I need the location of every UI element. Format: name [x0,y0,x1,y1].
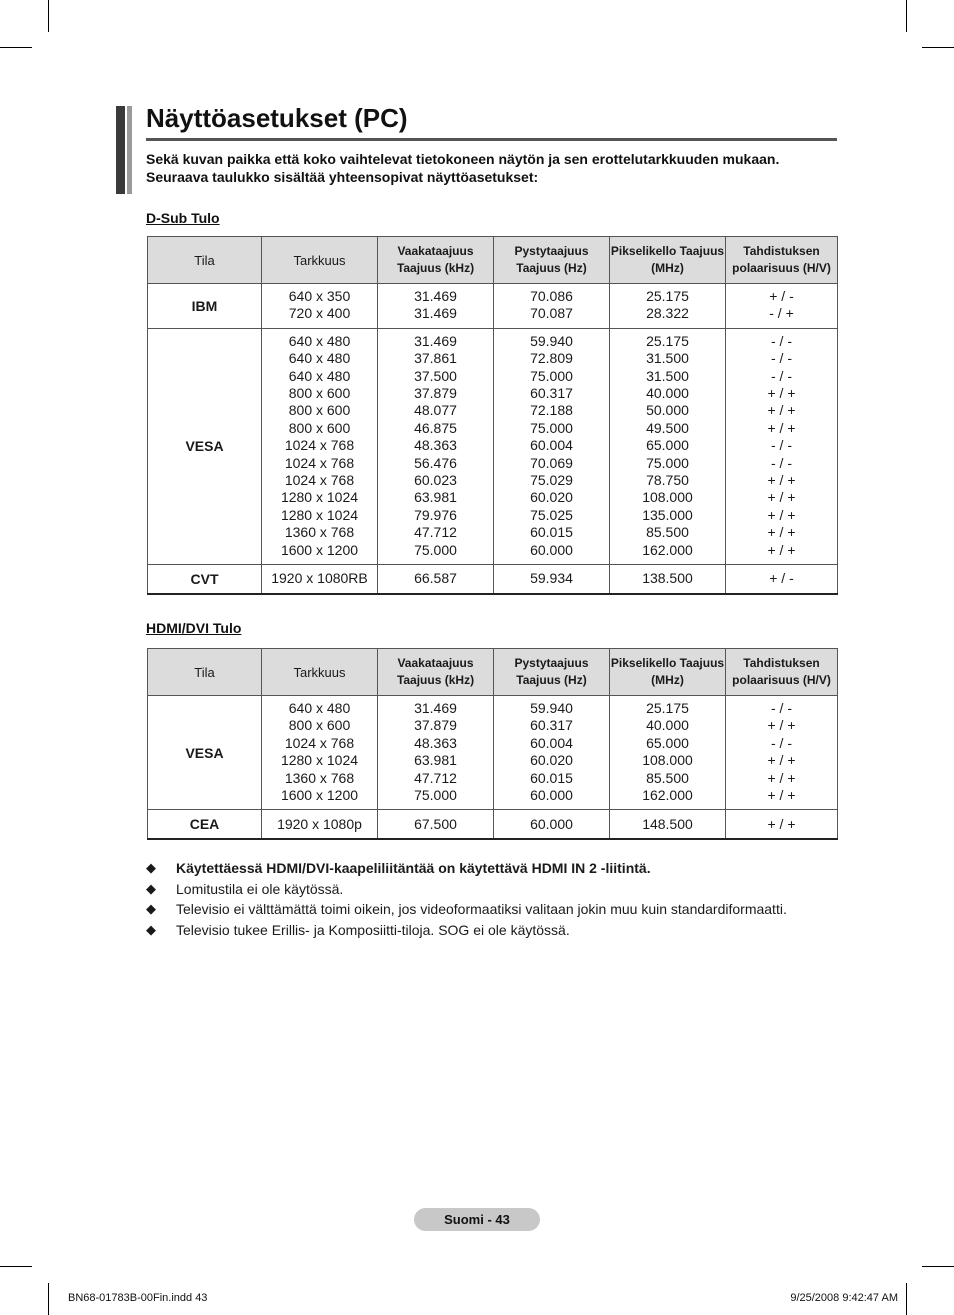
cell-value: 31.500 [646,350,689,367]
mode-cell: VESA [148,696,262,810]
cell-value: 1360 x 768 [284,524,355,541]
title-accent-bar-light [127,106,132,194]
cell-value: 48.077 [414,402,457,419]
cell-value: 37.879 [414,717,457,734]
cell-value: 48.363 [414,437,457,454]
cell-value: 47.712 [414,524,457,541]
polarity-cell [726,328,838,564]
cell-value: 65.000 [646,437,689,454]
table-header-row [148,649,838,696]
cell-value: + / + [767,419,796,436]
cell-value: 48.363 [414,734,457,751]
cell-value: - / - [771,367,792,384]
cell-value: 60.015 [530,524,573,541]
cell-value: + / - [769,570,794,587]
resolution-cell [262,696,378,810]
note-item: ◆ Lomitustila ei ole käytössä. [146,879,866,900]
cell-value: + / + [767,717,796,734]
cell-value: 640 x 480 [288,700,351,716]
h-freq-cell [378,810,494,840]
h-freq-cell [378,328,494,564]
cell-value: 75.029 [530,472,573,489]
cell-value: 50.000 [646,402,689,419]
cell-value: 65.000 [646,734,689,751]
cell-value: 49.500 [646,419,689,436]
cell-value: 640 x 350 [288,288,351,304]
table-row [148,284,838,329]
cell-value: 60.004 [530,734,573,751]
col-header-pikselikello: Pikselikello Taajuus (MHz) [610,237,726,284]
v-freq-cell [494,696,610,810]
col-header-tila: Tila [148,649,262,696]
cell-value: 70.069 [530,454,573,471]
hdmi-section-label: HDMI/DVI Tulo [146,620,242,636]
cell-value: 108.000 [642,489,693,506]
pixel-clock-cell [610,696,726,810]
cell-value: 63.981 [414,489,457,506]
cell-value: 138.500 [642,570,693,587]
cell-value: 60.015 [530,769,573,786]
resolution-cell [262,328,378,564]
resolution-cell [262,810,378,840]
cell-value: - / - [771,454,792,471]
cell-value: 162.000 [642,787,693,804]
cell-value: 40.000 [646,717,689,734]
cell-value: 162.000 [642,541,693,558]
cell-value: 67.500 [414,815,457,832]
diamond-bullet-icon: ◆ [146,880,156,896]
h-freq-cell [378,565,494,595]
table-row [148,810,838,840]
cell-value: + / + [767,489,796,506]
cell-value: 78.750 [646,472,689,489]
cell-value: 60.000 [530,541,573,558]
cell-value: 1360 x 768 [284,769,355,786]
cell-value: 640 x 480 [288,332,351,349]
cell-value: - / - [771,734,792,751]
cell-value: 148.500 [642,815,693,832]
polarity-cell [726,810,838,840]
cell-value: 720 x 400 [288,305,351,322]
cell-value: 1280 x 1024 [280,506,359,523]
cell-value: + / + [767,769,796,786]
cell-value: - / - [771,350,792,367]
cell-value: 37.861 [414,350,457,367]
cell-value: 60.000 [530,815,573,832]
cell-value: + / + [767,815,796,832]
cell-value: 800 x 600 [288,402,351,419]
cell-value: 60.000 [530,787,573,804]
hdmi-table [147,648,838,840]
cell-value: 800 x 600 [288,419,351,436]
cell-value: 60.023 [414,472,457,489]
col-header-pikselikello: Pikselikello Taajuus (MHz) [610,649,726,696]
cell-value: 59.934 [530,570,573,587]
title-accent-bar [116,106,125,194]
cell-value: 66.587 [414,570,457,587]
cell-value: 135.000 [642,506,693,523]
cell-value: 25.175 [646,288,689,304]
pixel-clock-cell [610,284,726,329]
cell-value: 60.020 [530,752,573,769]
cell-value: 72.188 [530,402,573,419]
cell-value: - / - [771,700,792,716]
cell-value: 60.317 [530,717,573,734]
cell-value: 31.469 [414,305,457,322]
cell-value: 47.712 [414,769,457,786]
table-row [148,328,838,564]
cell-value: 1600 x 1200 [280,787,359,804]
cell-value: - / - [771,437,792,454]
cell-value: 75.000 [530,419,573,436]
cell-value: 63.981 [414,752,457,769]
cell-value: 800 x 600 [288,717,351,734]
cell-value: 85.500 [646,524,689,541]
cell-value: 70.087 [530,305,573,322]
crop-mark [0,47,32,48]
col-header-tarkkuus: Tarkkuus [262,649,378,696]
col-header-tahdistus: Tahdistuksen polaarisuus (H/V) [726,649,838,696]
diamond-bullet-icon: ◆ [146,901,156,916]
cell-value: + / + [767,524,796,541]
col-header-vaakataajuus: Vaakataajuus Taajuus (kHz) [378,649,494,696]
intro-line: Seuraava taulukko sisältää yhteensopivat näyttöasetukset: [146,169,539,185]
cell-value: 25.175 [646,332,689,349]
footer-filename: BN68-01783B-00Fin.indd 43 [68,1292,208,1304]
cell-value: 37.879 [414,385,457,402]
cell-value: + / + [767,752,796,769]
pixel-clock-cell [610,565,726,595]
polarity-cell [726,284,838,329]
table-header-row [148,237,838,284]
mode-cell: VESA [148,328,262,564]
crop-mark [48,0,49,32]
diamond-bullet-icon: ◆ [146,860,156,875]
cell-value: 1024 x 768 [284,437,355,454]
v-freq-cell [494,284,610,329]
cell-value: 75.025 [530,506,573,523]
v-freq-cell [494,328,610,564]
cell-value: 31.469 [414,332,457,349]
cell-value: + / + [767,787,796,804]
crop-mark [906,0,907,32]
cell-value: 40.000 [646,385,689,402]
v-freq-cell [494,810,610,840]
polarity-cell [726,565,838,595]
h-freq-cell [378,284,494,329]
cell-value: 31.469 [414,288,457,304]
dsub-table [147,236,838,595]
cell-value: 85.500 [646,769,689,786]
col-header-pystytaajuus: Pystytaajuus Taajuus (Hz) [494,649,610,696]
cell-value: 37.500 [414,367,457,384]
cell-value: 75.000 [646,454,689,471]
cell-value: 1280 x 1024 [280,489,359,506]
cell-value: 25.175 [646,700,689,716]
page-title: Näyttöasetukset (PC) [146,103,408,133]
cell-value: 1024 x 768 [284,472,355,489]
cell-value: 1920 x 1080p [277,815,362,832]
cell-value: 70.086 [530,288,573,304]
cell-value: 1920 x 1080RB [271,570,368,587]
cell-value: 108.000 [642,752,693,769]
cell-value: 1600 x 1200 [280,541,359,558]
cell-value: 800 x 600 [288,385,351,402]
h-freq-cell [378,696,494,810]
footer-timestamp: 9/25/2008 9:42:47 AM [790,1292,898,1304]
col-header-vaakataajuus: Vaakataajuus Taajuus (kHz) [378,237,494,284]
crop-mark [922,1266,954,1267]
cell-value: 56.476 [414,454,457,471]
cell-value: 1024 x 768 [284,454,355,471]
page-number-badge: Suomi - 43 [414,1208,540,1231]
intro-line: Sekä kuvan paikka että koko vaihtelevat tietokoneen näytön ja sen erottelutarkkuuden mukaan. [146,151,780,167]
resolution-cell [262,284,378,329]
cell-value: 31.500 [646,367,689,384]
mode-cell: IBM [148,284,262,329]
crop-mark [0,1266,32,1267]
col-header-tahdistus: Tahdistuksen polaarisuus (H/V) [726,237,838,284]
crop-mark [906,1283,907,1315]
note-item: ◆ Televisio ei välttämättä toimi oikein, jos videoformaatiksi valitaan jokin muu kuin standardiformaatti. [146,899,866,920]
cell-value: 60.004 [530,437,573,454]
cell-value: 640 x 480 [288,350,351,367]
polarity-cell [726,696,838,810]
cell-value: 60.317 [530,385,573,402]
cell-value: 31.469 [414,700,457,716]
cell-value: - / - [771,332,792,349]
cell-value: + / + [767,472,796,489]
pixel-clock-cell [610,810,726,840]
cell-value: 60.020 [530,489,573,506]
note-item: ◆ Televisio tukee Erillis- ja Komposiitti-tiloja. SOG ei ole käytössä. [146,920,866,941]
col-header-tila: Tila [148,237,262,284]
cell-value: 72.809 [530,350,573,367]
cell-value: 28.322 [646,305,689,322]
table-row [148,565,838,595]
note-item: ◆ Käytettäessä HDMI/DVI-kaapeliliitäntää on käytettävä HDMI IN 2 -liitintä. [146,858,866,879]
cell-value: - / + [769,305,794,322]
cell-value: 59.940 [530,332,573,349]
col-header-tarkkuus: Tarkkuus [262,237,378,284]
cell-value: 46.875 [414,419,457,436]
diamond-bullet-icon: ◆ [146,921,156,937]
cell-value: 59.940 [530,700,573,716]
v-freq-cell [494,565,610,595]
cell-value: 75.000 [530,367,573,384]
intro-text [146,150,846,186]
title-rule [146,138,837,141]
table-row [148,696,838,810]
cell-value: 75.000 [414,541,457,558]
pixel-clock-cell [610,328,726,564]
cell-value: + / + [767,385,796,402]
cell-value: + / + [767,541,796,558]
cell-value: 1024 x 768 [284,734,355,751]
mode-cell: CVT [148,565,262,595]
cell-value: 1280 x 1024 [280,752,359,769]
notes-list [146,858,866,940]
col-header-pystytaajuus: Pystytaajuus Taajuus (Hz) [494,237,610,284]
cell-value: 79.976 [414,506,457,523]
cell-value: + / + [767,506,796,523]
cell-value: + / + [767,402,796,419]
cell-value: 640 x 480 [288,367,351,384]
resolution-cell [262,565,378,595]
crop-mark [48,1283,49,1315]
cell-value: + / - [769,288,794,304]
cell-value: 75.000 [414,787,457,804]
crop-mark [922,47,954,48]
dsub-section-label: D-Sub Tulo [146,210,220,226]
mode-cell: CEA [148,810,262,840]
